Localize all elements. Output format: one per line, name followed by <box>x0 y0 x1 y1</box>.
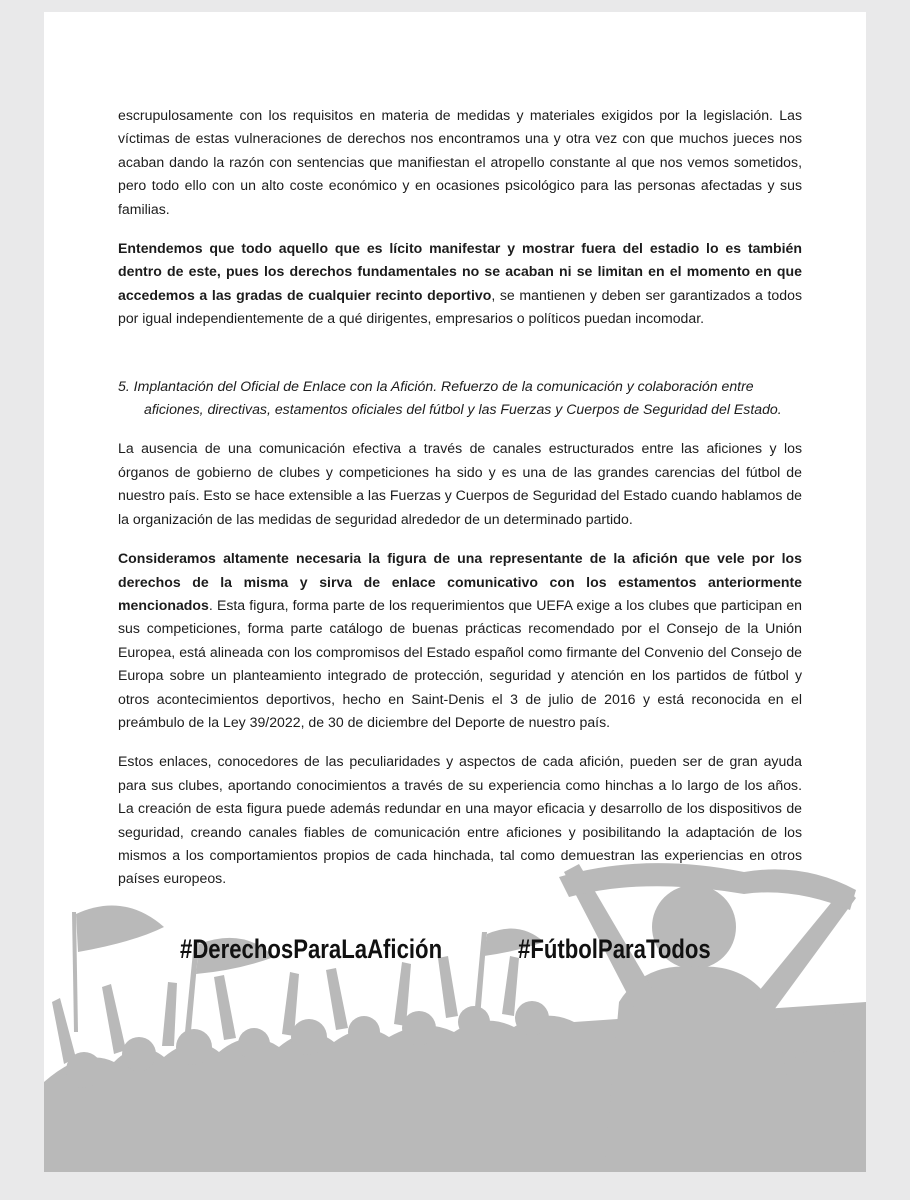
paragraph-enlaces: Estos enlaces, conocedores de las peculiaridades y aspectos de cada afición, pueden ser de gran ayuda para sus clubes, aportando conocimientos a través de su experiencia como hinchas a lo largo de los años. La creación de esta figura puede además redundar en una mayor eficacia y desarrollo de los dispositivos de seguridad, creando canales fiables de comunicación entre aficiones y posibilitando la adaptación de los mismos a los comportamientos propios de cada hinchada, tal como demuestran las experiencias en otros países europeos. <box>118 753 802 887</box>
section-heading-line1: 5. Implantación del Oficial de Enlace con la Afición. Refuerzo de la comunicación y colaboración entre <box>118 377 754 394</box>
paragraph-liaison-bold: Consideramos altamente necesaria la figura de una representante de la afición que vele por los derechos de la misma y sirva de enlace comunicativo con los estamentos anteriormente mencionados <box>118 550 802 613</box>
section-heading-5 <box>118 375 802 422</box>
document-page <box>44 12 866 1172</box>
document-body <box>118 104 802 891</box>
section-heading-line2: aficiones, directivas, estamentos oficiales del fútbol y las Fuerzas y Cuerpos de Seguridad del Estado. <box>144 401 782 418</box>
paragraph-liaison-figure <box>118 547 802 734</box>
paragraph-rights-rest: , se mantienen y deben ser garantizados a todos por igual independientemente de a qué dirigentes, empresarios o políticos puedan incomodar. <box>118 286 802 327</box>
paragraph-communication: La ausencia de una comunicación efectiva a través de canales estructurados entre las aficiones y los órganos de gobierno de clubes y competiciones ha sido y es una de las grandes carencias del fútbol de nuestro país. Esto se hace extensible a las Fuerzas y Cuerpos de Seguridad del Estado cuando hablamos de la organización de las medidas de seguridad alrededor de un determinado partido. <box>118 440 802 527</box>
hashtag-derechos: #DerechosParaLaAfición <box>180 934 443 964</box>
paragraph-victims: escrupulosamente con los requisitos en materia de medidas y materiales exigidos por la legislación. Las víctimas de estas vulneraciones de derechos nos encontramos una y otra vez con que muchos jueces nos acaban dando la razón con sentencias que manifiestan el atropello constante al que nos vemos sometidos, pero todo ello con un alto coste económico y en ocasiones psicológico para las personas afectadas y sus familias. <box>118 107 802 217</box>
crowd-silhouette-illustration <box>44 832 866 1172</box>
hashtag-futbol: #FútbolParaTodos <box>518 934 711 964</box>
paragraph-liaison-rest: . Esta figura, forma parte de los requerimientos que UEFA exige a los clubes que participan en sus competiciones, forma parte catálogo de buenas prácticas recomendado por el Consejo de la Unión Europea, está alineada con los compromisos del Estado español como firmante del Convenio del Consejo de Europa sobre un planteamiento integrado de protección, seguridad y atención en los partidos de fútbol y otros acontecimientos deportivos, hecho en Saint-Denis el 3 de julio de 2016 y está reconocida en el preámbulo de la Ley 39/2022, de 30 de diciembre del Deporte de nuestro país. <box>118 596 802 730</box>
paragraph-rights-bold: Entendemos que todo aquello que es lícito manifestar y mostrar fuera del estadio lo es también dentro de este, pues los derechos fundamentales no se acaban ni se limitan en el momento en que accedemos a las gradas de cualquier recinto deportivo <box>118 240 802 303</box>
paragraph-rights <box>118 237 802 331</box>
